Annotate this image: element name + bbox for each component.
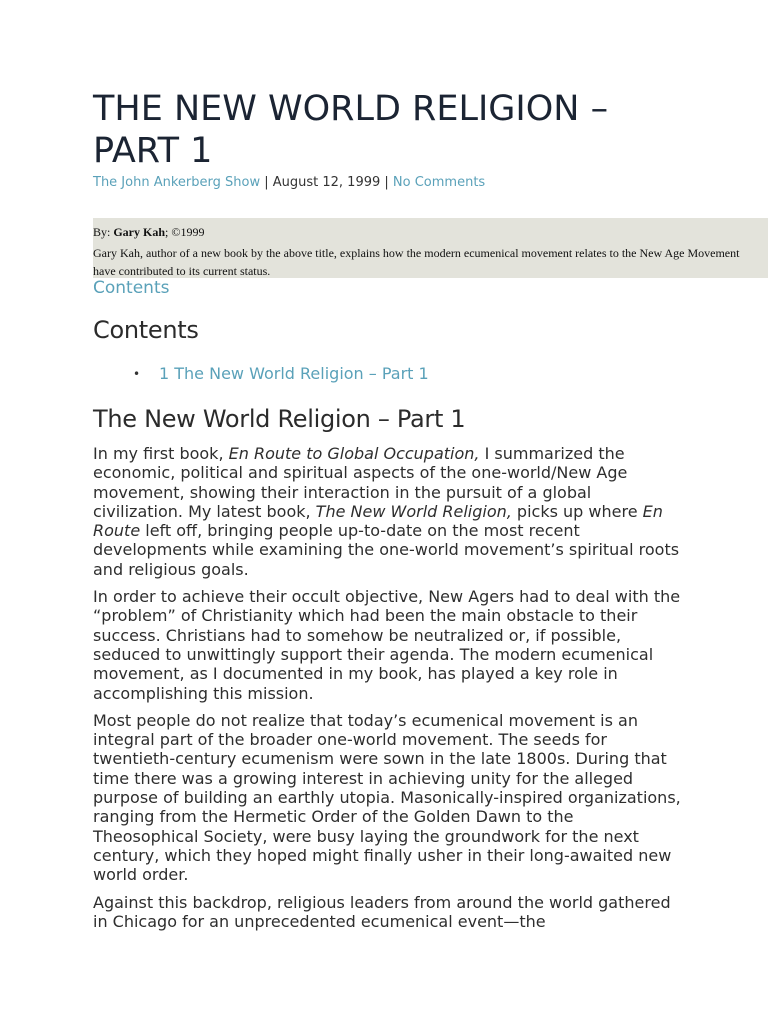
bullet-icon: • — [133, 367, 141, 381]
summary-line: Gary Kah, author of a new book by the above title, explains how the modern ecumenical movement relates to the New Age Movement — [93, 246, 740, 260]
book-title: En Route to Global Occupation, — [228, 444, 480, 463]
meta-separator: | — [380, 175, 393, 190]
byline-box — [93, 218, 768, 278]
paragraph-text: left off, bringing people up-to-date on the most recent developments while examining the one-world movement’s spiritual roots and religious goals. — [93, 521, 680, 579]
toc-item[interactable] — [133, 363, 768, 385]
comments-link[interactable]: No Comments — [392, 175, 486, 190]
paragraph — [93, 444, 683, 579]
paragraph: Against this backdrop, religious leaders from around the world gathered in Chicago for an unprecedented ecumenical event—the — [93, 892, 671, 931]
byline-prefix: By: — [93, 225, 114, 239]
book-title: En Route — [93, 501, 663, 541]
paragraph-text: In my first book, — [93, 444, 229, 463]
article-title: THE NEW WORLD RELIGION – PART 1 — [93, 89, 609, 171]
byline-copyright: ; ©1999 — [165, 225, 205, 239]
contents-link[interactable]: Contents — [93, 278, 170, 298]
book-title: The New World Religion, — [315, 501, 512, 521]
paragraph-text: picks up where — [511, 501, 643, 521]
byline-author: Gary Kah — [113, 225, 166, 239]
article — [93, 88, 768, 931]
post-meta — [93, 174, 768, 192]
paragraph: In order to achieve their occult objective, New Agers had to deal with the “problem” of Christianity which had been the main obstacle to their success. Christians had to somehow be neutralized or, if possible, seduced to unwittingly support their agenda. The modern ecumenical movement, as I documented in my book, has played a key role in accomplishing this mission. — [93, 587, 681, 703]
meta-separator: | — [260, 175, 273, 190]
summary-line: have contributed to its current status. — [93, 264, 271, 278]
byline — [93, 222, 768, 242]
toc-list — [93, 363, 768, 385]
paragraph: Most people do not realize that today’s ecumenical movement is an integral part of the broader one-world movement. The seeds for twentieth-century ecumenism were sown in the late 1800s. During that time there was a growing interest in achieving unity for the alleged purpose of building an earthly utopia. Masonically-inspired organizations, ranging from the Hermetic Order of the Golden Dawn to the Theosophical Society, were busy laying the groundwork for the next century, which they hoped might finally usher in their long-awaited new world order. — [93, 710, 681, 885]
post-date: August 12, 1999 — [272, 175, 381, 190]
toc-heading: Contents — [93, 316, 199, 344]
section-heading: The New World Religion – Part 1 — [93, 405, 466, 433]
author-link[interactable]: The John Ankerberg Show — [93, 175, 261, 190]
paragraph-text: I summarized the economic, political and spiritual aspects of the one-world/New Age movement, showing their interaction in the pursuit of a global civilization. My latest book, — [93, 444, 628, 521]
toc-item-label: 1 The New World Religion – Part 1 — [159, 364, 429, 383]
